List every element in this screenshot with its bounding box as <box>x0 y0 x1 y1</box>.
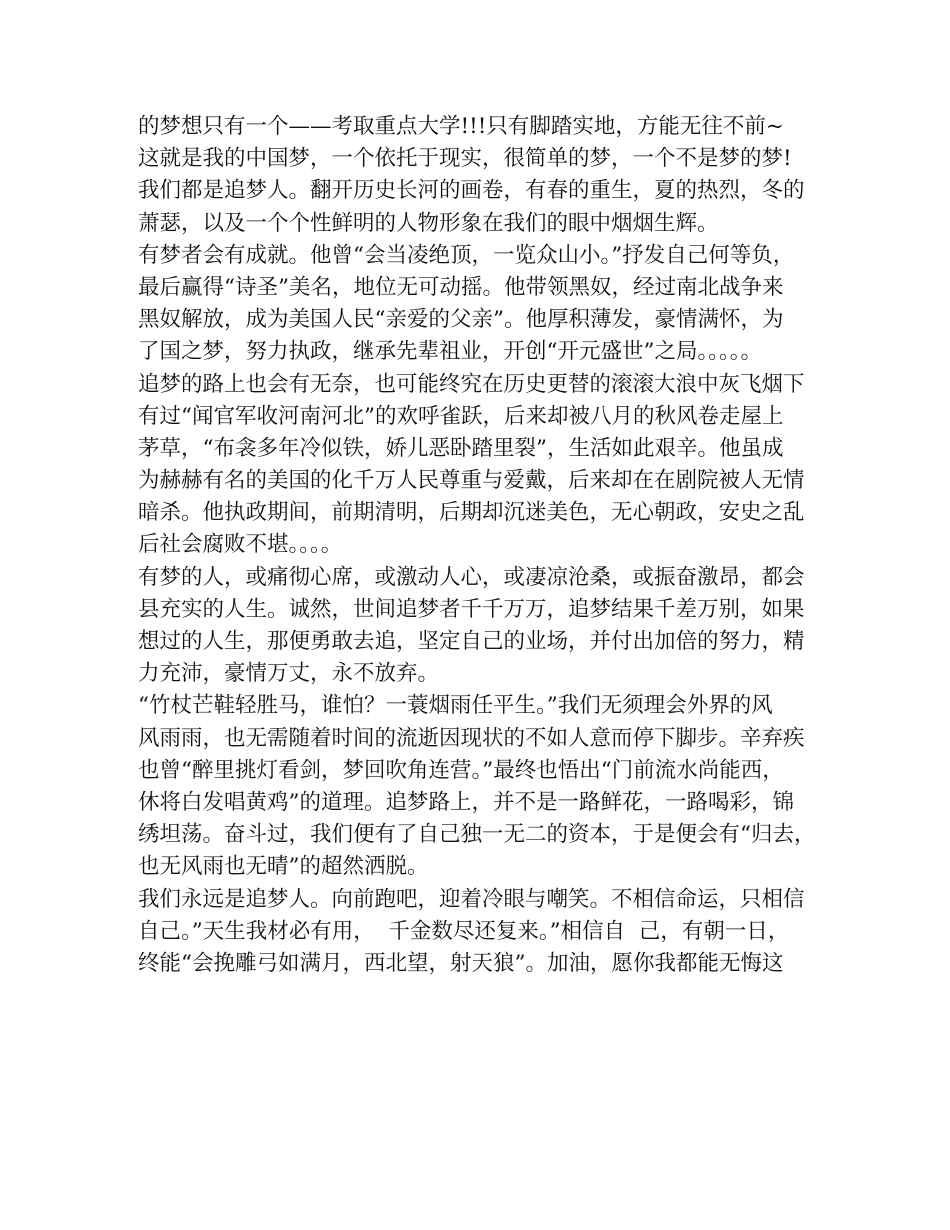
essay-body <box>138 111 838 980</box>
text-line: 最后赢得“诗圣”美名，地位无可动摇。他带领黑奴，经过南北战争来 <box>138 274 784 300</box>
text-line: 也无风雨也无晴”的超然洒脱。 <box>138 854 429 880</box>
text-line: 风雨雨，也无需随着时间的流逝因现状的不如人意而停下脚步。辛弃疾 <box>138 725 805 751</box>
text-line: 为赫赫有名的美国的化千万人民尊重与爱戴，后来却在在剧院被人无情 <box>138 468 805 494</box>
text-line: 追梦的路上也会有无奈，也可能终究在历史更替的滚滚大浪中灰飞烟下 <box>138 371 805 397</box>
text-line: 想过的人生，那便勇敢去追，坚定自己的业场，并付出加倍的努力，精 <box>138 629 805 654</box>
text-line: 我们永远是追梦人。向前跑吧，迎着冷眼与嘲笑。不相信命运，只相信 <box>138 886 805 912</box>
text-line: 自己。”天生我材必有用， 千金数尽还复来。”相信自 己，有朝一日， <box>138 918 790 944</box>
text-line: 后社会腐败不堪。。。。 <box>138 532 343 558</box>
text-line: 绣坦荡。奋斗过，我们便有了自己独一无二的资本，于是便会有“归去， <box>138 822 816 848</box>
text-line: 茅草，“布衾多年冷似铁，娇儿恶卧踏里裂”，生活如此艰辛。他虽成 <box>138 435 784 461</box>
text-line: 萧瑟，以及一个个性鲜明的人物形象在我们的眼中烟烟生辉。 <box>138 210 719 236</box>
text-line: 我们都是追梦人。翻开历史长河的画卷，有春的重生，夏的热烈，冬的 <box>138 178 805 204</box>
text-line: 有梦的人，或痛彻心席，或激动人心，或凄凉沧桑，或振奋激昂，都会 <box>138 564 805 590</box>
text-line: 有过“闻官军收河南河北”的欢呼雀跃，后来却被八月的秋风卷走屋上 <box>138 403 784 429</box>
text-line: “竹杖芒鞋轻胜马，谁怕？一蓑烟雨任平生。”我们无须理会外界的风 <box>138 693 773 719</box>
text-line: 也曾“醉里挑灯看剑，梦回吹角连营。”最终也悟出“门前流水尚能西， <box>138 757 784 783</box>
text-line: 终能“会挽雕弓如满月，西北望，射天狼”。加油，愿你我都能无悔这 <box>138 950 784 976</box>
text-line: 有梦者会有成就。他曾“会当凌绝顶，一览众山小。”抒发自己何等负， <box>138 242 795 268</box>
text-line: 休将白发唱黄鸡”的道理。追梦路上，并不是一路鲜花，一路喝彩，锦 <box>138 789 794 815</box>
text-line: 黑奴解放，成为美国人民“亲爱的父亲”。他厚积薄发，豪情满怀，为 <box>138 307 784 333</box>
text-line: 暗杀。他执政期间，前期清明，后期却沉迷美色，无心朝政，安史之乱 <box>138 500 805 526</box>
text-line: 县充实的人生。诚然，世间追梦者千千万万，追梦结果千差万别，如果 <box>138 596 805 622</box>
text-line: 了国之梦，努力执政，继承先辈祖业，开创“开元盛世”之局。。。。。 <box>138 339 762 365</box>
text-line: 的梦想只有一个——考取重点大学!!!只有脚踏实地，方能无往不前~ <box>138 114 784 139</box>
text-line: 力充沛，豪情万丈，永不放弃。 <box>138 661 440 687</box>
text-line: 这就是我的中国梦，一个依托于现实，很简单的梦，一个不是梦的梦! <box>138 146 792 172</box>
